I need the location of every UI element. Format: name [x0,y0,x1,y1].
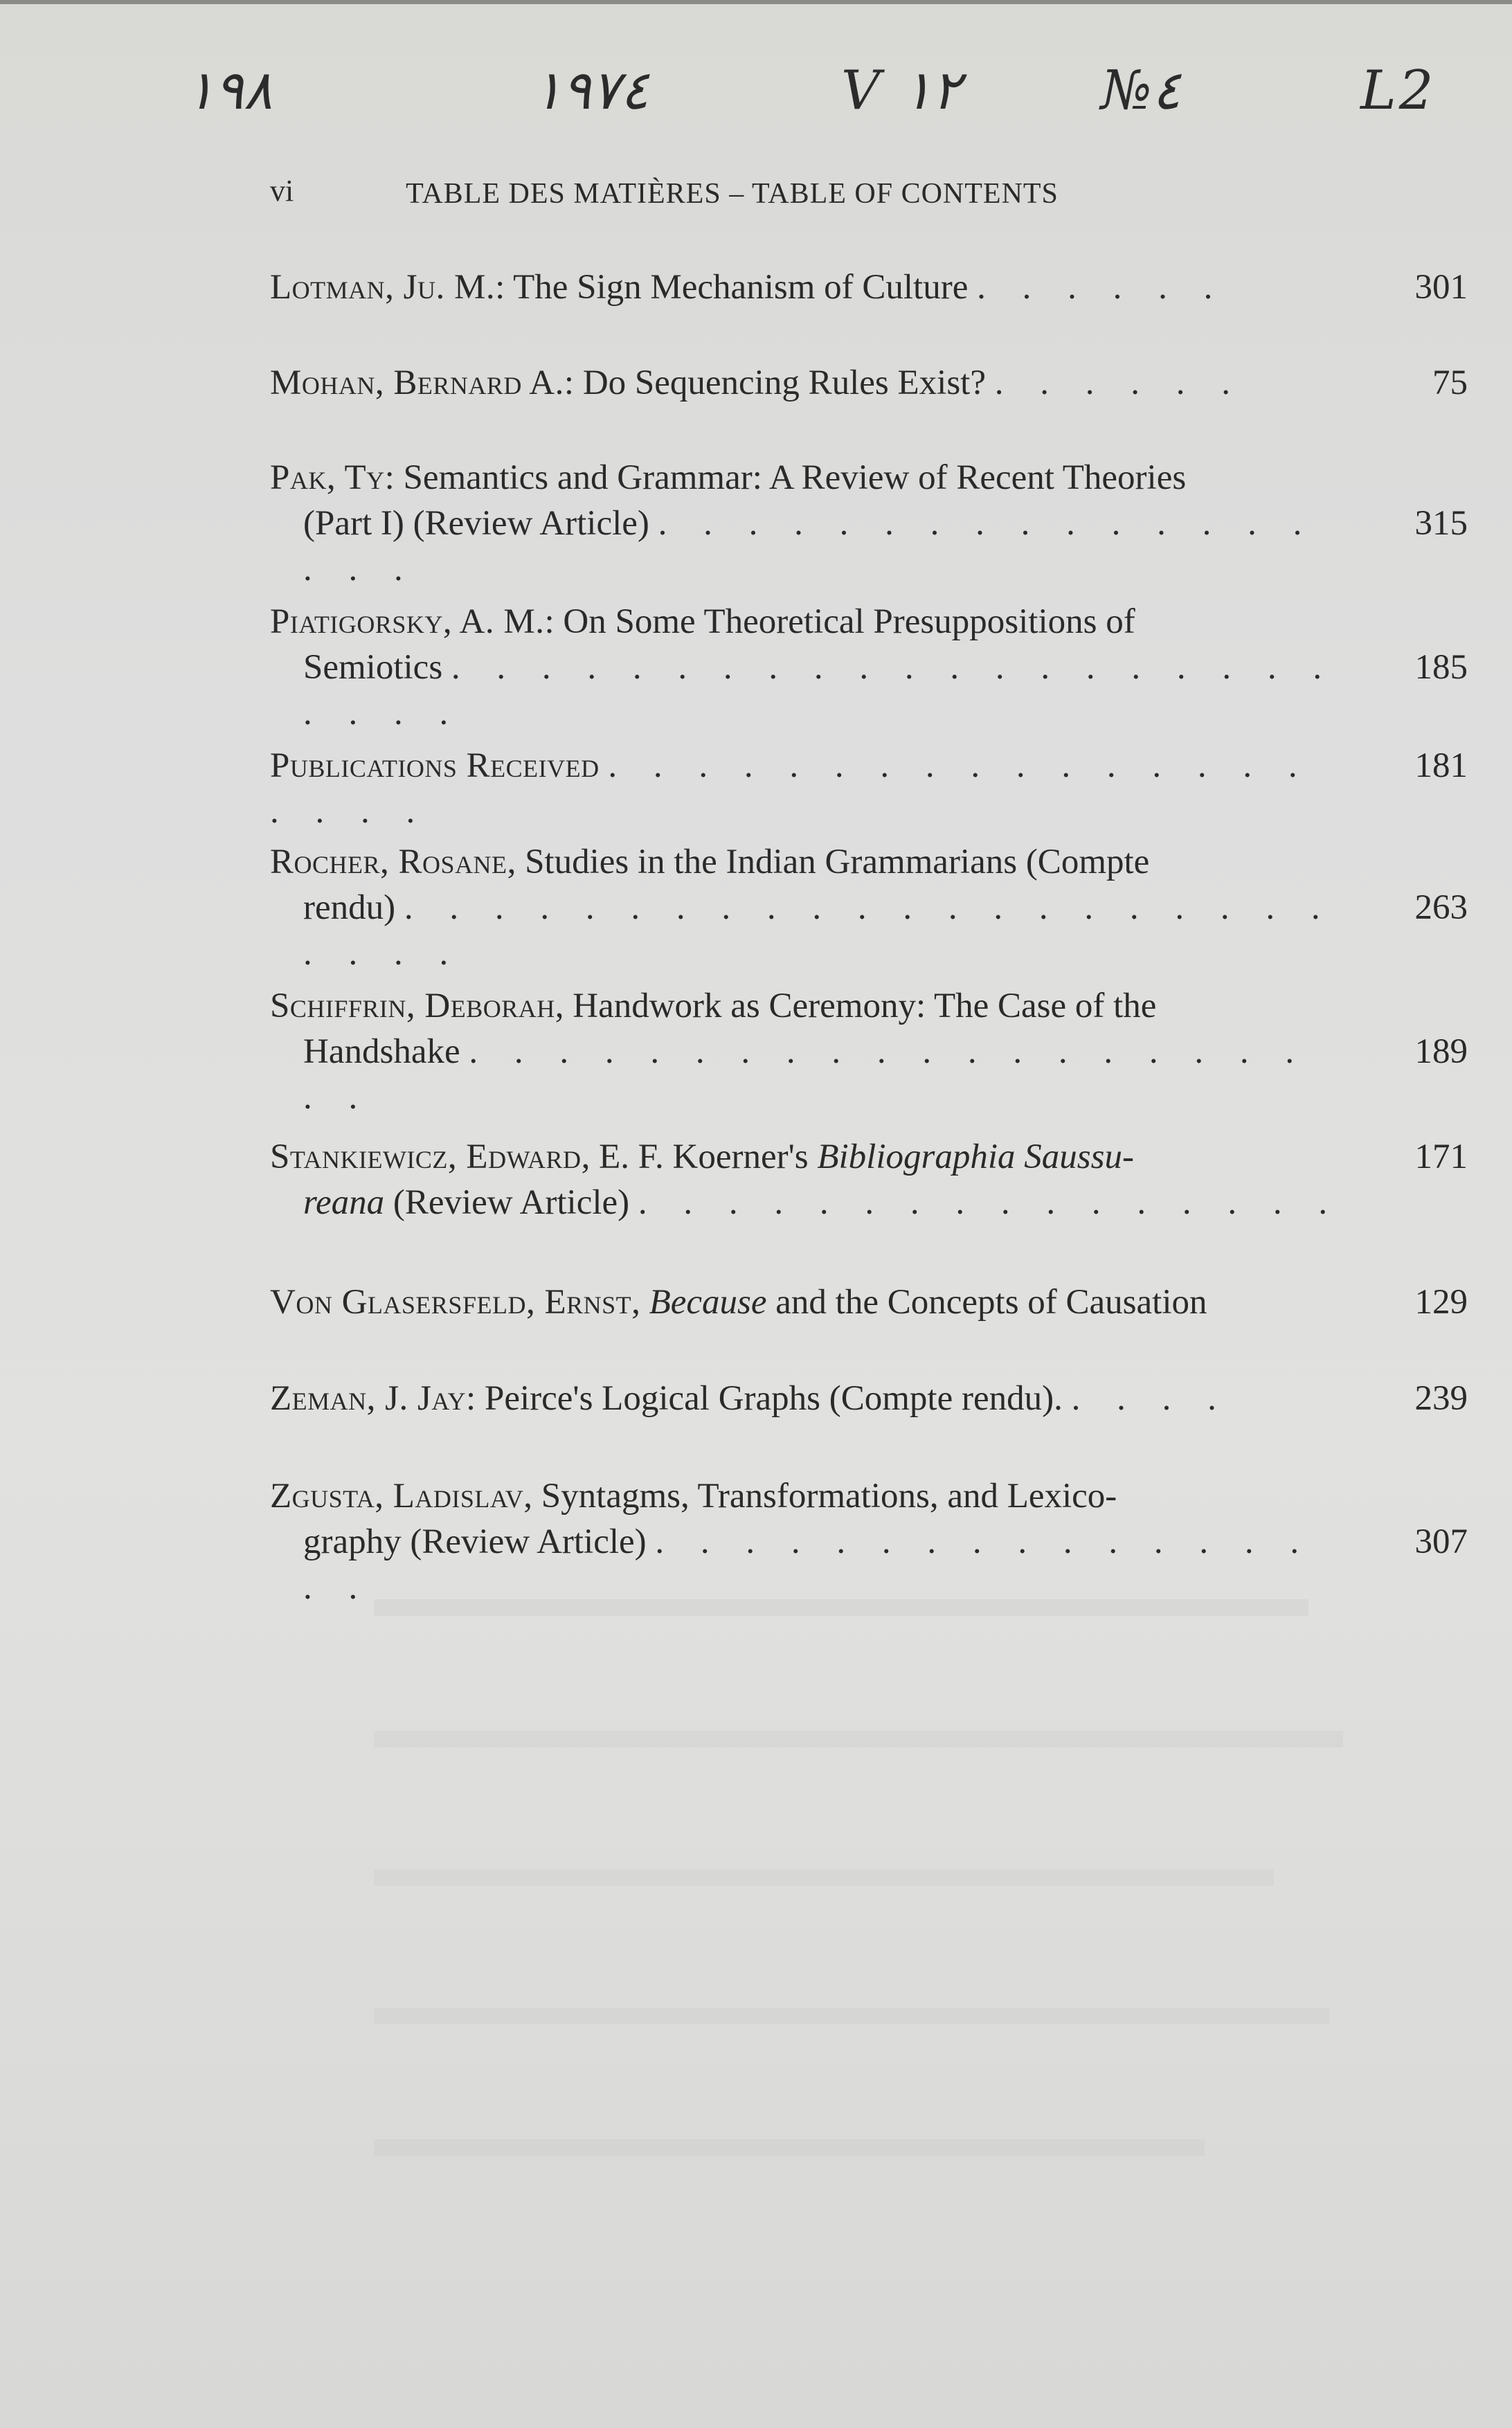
handwritten-note-3: V ١٢ [841,60,961,122]
entry-title: Handwork as Ceremony: The Case of the [573,987,1157,1025]
running-title: TABLE DES MATIÈRES – TABLE OF CONTENTS [406,178,1059,210]
entry-author: Pak, Ty [270,458,385,497]
entry-author: Schiffrin, Deborah [270,987,555,1025]
entry-title-italic: Because [649,1283,767,1322]
entry-text [270,743,1319,834]
toc-entry[interactable] [270,264,1468,310]
page-number: 315 [1414,504,1468,543]
entry-title: On Some Theoretical Presuppositions of [563,602,1135,641]
entry-title-cont: graphy (Review Article) [303,1522,647,1561]
entry-author: Zeman, J. Jay [270,1379,467,1418]
entry-text: Zgusta, Ladislav, Syntagms, Transformations, and Lexico- [270,1477,1117,1516]
entry-title-suffix: (Review Article) [393,1183,630,1222]
toc-entry[interactable] [270,599,1468,736]
toc-entry[interactable] [270,455,1468,592]
leader-dots: . . . . . . . . . . . . . . . . . [303,1522,1313,1607]
toc-entry[interactable] [270,743,1468,834]
leader-dots: . . . . . . [977,268,1227,307]
entry-title-italic-cont: reana [303,1183,385,1222]
entry-title-prefix: E. F. Koerner's [599,1137,809,1176]
entry-title: The Sign Mechanism of Culture [513,268,969,307]
entry-title-cont: Semiotics [303,648,443,687]
entry-text: Von Glasersfeld, Ernst, Because and the Concepts of Causation [270,1283,1207,1322]
page-number: 263 [1414,888,1468,927]
entry-title: Do Sequencing Rules Exist? [582,363,986,402]
toc-entry[interactable] [270,1134,1468,1225]
leader-dots: . . . . . . . . . . . . . . . . [638,1183,1342,1222]
entry-author: Von Glasersfeld, Ernst [270,1283,632,1322]
entry-title: Studies in the Indian Grammarians (Compte [525,843,1150,881]
running-header [270,173,1194,215]
toc-entry[interactable] [270,983,1468,1120]
entry-title-cont: rendu) [303,888,396,927]
entry-text: Stankiewicz, Edward, E. F. Koerner's Bibliographia Saussu- [270,1137,1134,1176]
page-number: 185 [1414,648,1468,687]
entry-text: Pak, Ty: Semantics and Grammar: A Review of Recent Theories [270,458,1187,497]
toc-entry[interactable] [270,1473,1468,1610]
leader-dots: . . . . . . . . . . . . . . . . . . . . . . . . . [303,888,1334,973]
leader-dots: . . . . . . . . . . . . . . . . . . . . . [303,1032,1308,1117]
entry-author: Zgusta, Ladislav [270,1477,524,1516]
entry-title-cont: (Part I) (Review Article) [303,504,649,543]
handwritten-note-2: ١٩٧٤ [533,60,649,122]
entry-text: Rocher, Rosane, Studies in the Indian Grammarians (Compte [270,843,1150,881]
leader-dots: . . . . . . . . . . . . . . . . . . . . . . . . [303,648,1336,732]
scan-edge [0,0,1512,4]
toc-entry[interactable] [270,839,1468,976]
handwritten-note-4: №٤ [1101,60,1181,122]
entry-title-cont: Handshake [303,1032,460,1071]
toc-entry[interactable] [270,360,1468,406]
entry-title-italic: Bibliographia Saussu- [817,1137,1134,1176]
page-number: 75 [1432,363,1468,402]
leader-dots: . . . . [1071,1379,1230,1418]
page-number: 181 [1414,746,1468,785]
entry-author: Lotman, Ju. M. [270,268,496,307]
handwritten-note-1: ١٩٨ [186,60,273,122]
entry-title: Syntagms, Transformations, and Lexico- [541,1477,1117,1516]
entry-author: Rocher, Rosane [270,843,507,881]
entry-title: and the Concepts of Causation [775,1283,1207,1322]
entry-title: Semantics and Grammar: A Review of Recent Theories [403,458,1187,497]
entry-author: Stankiewicz, Edward [270,1137,582,1176]
entry-text: Lotman, Ju. M.: The Sign Mechanism of Culture . . . . . . [270,268,1227,307]
leader-dots: . . . . . . [994,363,1244,402]
page-number: 239 [1414,1379,1468,1418]
entry-text: Piatigorsky, A. M.: On Some Theoretical Presuppositions of [270,602,1135,641]
entry-text: Schiffrin, Deborah, Handwork as Ceremony: The Case of the [270,987,1157,1025]
page-folio: vi [270,174,294,208]
entry-text: Mohan, Bernard A.: Do Sequencing Rules Exist? . . . . . . [270,363,1244,402]
page-number: 189 [1414,1032,1468,1071]
entry-author: Mohan, Bernard A. [270,363,564,402]
page-number: 171 [1414,1137,1468,1176]
entry-title: Peirce's Logical Graphs (Compte rendu). [484,1379,1063,1418]
leader-dots: . . . . . . . . . . . . . . . . . . . . [270,746,1311,831]
toc-entry[interactable] [270,1376,1468,1421]
entry-author: Publications Received [270,746,600,785]
entry-text: Zeman, J. Jay: Peirce's Logical Graphs (Compte rendu). . . . . [270,1379,1230,1418]
handwritten-note-5: L2 [1360,60,1437,122]
page-number: 307 [1414,1522,1468,1561]
entry-author: Piatigorsky, A. M. [270,602,545,641]
leader-dots: . . . . . . . . . . . . . . . . . . [303,504,1316,588]
toc-entry[interactable] [270,1279,1468,1325]
page-number: 301 [1414,268,1468,307]
page-number: 129 [1414,1283,1468,1322]
